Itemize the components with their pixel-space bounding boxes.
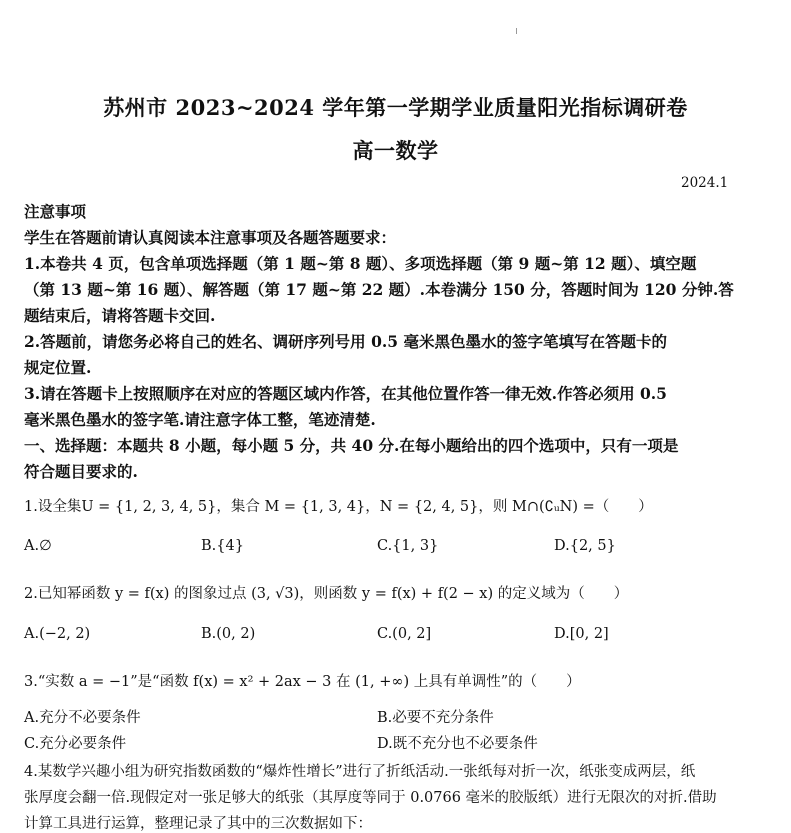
scan-mark xyxy=(516,28,517,34)
question-3-option-d: D.既不充分也不必要条件 xyxy=(377,736,538,752)
question-3-option-a: A.充分不必要条件 xyxy=(24,710,141,726)
question-1-option-d: D.{2, 5} xyxy=(554,538,616,554)
question-4-line-3: 计算工具进行运算，整理记录了其中的三次数据如下： xyxy=(24,816,372,832)
question-1-option-b: B.{4} xyxy=(201,538,244,554)
notice-intro: 学生在答题前请认真阅读本注意事项及各题答题要求： xyxy=(24,228,397,247)
notice-item-1-line-2: （第 13 题~第 16 题）、解答题（第 17 题~第 22 题）.本卷满分 150 分，答题时间为 120 分钟.答 xyxy=(24,280,734,299)
question-3-option-c: C.充分必要条件 xyxy=(24,736,127,752)
notice-item-2-line-1: 2.答题前，请您务必将自己的姓名、调研序列号用 0.5 毫米黑色墨水的签字笔填写在答题卡的 xyxy=(24,332,667,351)
notice-item-3-line-1: 3.请在答题卡上按照顺序在对应的答题区域内作答，在其他位置作答一律无效.作答必须用 0.5 xyxy=(24,384,667,403)
question-4-line-2: 张厚度会翻一倍.现假定对一张足够大的纸张（其厚度等同于 0.0766 毫米的胶版纸）进行无限次的对折.借助 xyxy=(24,790,717,806)
subject-title: 高一数学 xyxy=(352,138,439,163)
question-1-option-c: C.{1, 3} xyxy=(377,538,439,554)
question-2-option-c: C.(0, 2] xyxy=(377,626,432,642)
exam-date: 2024.1 xyxy=(681,175,729,191)
exam-title: 苏州市 2023~2024 学年第一学期学业质量阳光指标调研卷 xyxy=(103,95,688,120)
question-3-stem: 3.“实数 a = −1”是“函数 f(x) = x² + 2ax − 3 在 (1, +∞) 上具有单调性”的（ ） xyxy=(24,674,581,690)
question-3-option-b: B.必要不充分条件 xyxy=(377,710,494,726)
notice-heading: 注意事项 xyxy=(24,202,87,221)
question-4-line-1: 4.某数学兴趣小组为研究指数函数的“爆炸性增长”进行了折纸活动.一张纸每对折一次，纸张变成两层，纸 xyxy=(24,764,696,780)
section-1-line-1: 一、选择题：本题共 8 小题，每小题 5 分，共 40 分.在每小题给出的四个选项中，只有一项是 xyxy=(24,436,679,455)
question-1-option-a: A.∅ xyxy=(24,538,52,554)
notice-item-3-line-2: 毫米黑色墨水的签字笔.请注意字体工整，笔迹清楚. xyxy=(24,410,376,429)
section-1-line-2: 符合题目要求的. xyxy=(24,462,138,481)
question-2-option-b: B.(0, 2) xyxy=(201,626,256,642)
question-1-stem: 1.设全集U = {1, 2, 3, 4, 5}，集合 M = {1, 3, 4}，N = {2, 4, 5}，则 M∩(∁ᵤN) =（ ） xyxy=(24,499,653,515)
notice-item-2-line-2: 规定位置. xyxy=(24,358,92,377)
question-2-option-a: A.(−2, 2) xyxy=(24,626,91,642)
notice-item-1-line-3: 题结束后，请将答题卡交回. xyxy=(24,306,216,325)
question-2-option-d: D.[0, 2] xyxy=(554,626,609,642)
question-2-stem: 2.已知幂函数 y = f(x) 的图象过点 (3, √3)，则函数 y = f(x) + f(2 − x) 的定义域为（ ） xyxy=(24,586,629,602)
notice-item-1-line-1: 1.本卷共 4 页，包含单项选择题（第 1 题~第 8 题）、多项选择题（第 9 题~第 12 题）、填空题 xyxy=(24,254,697,273)
